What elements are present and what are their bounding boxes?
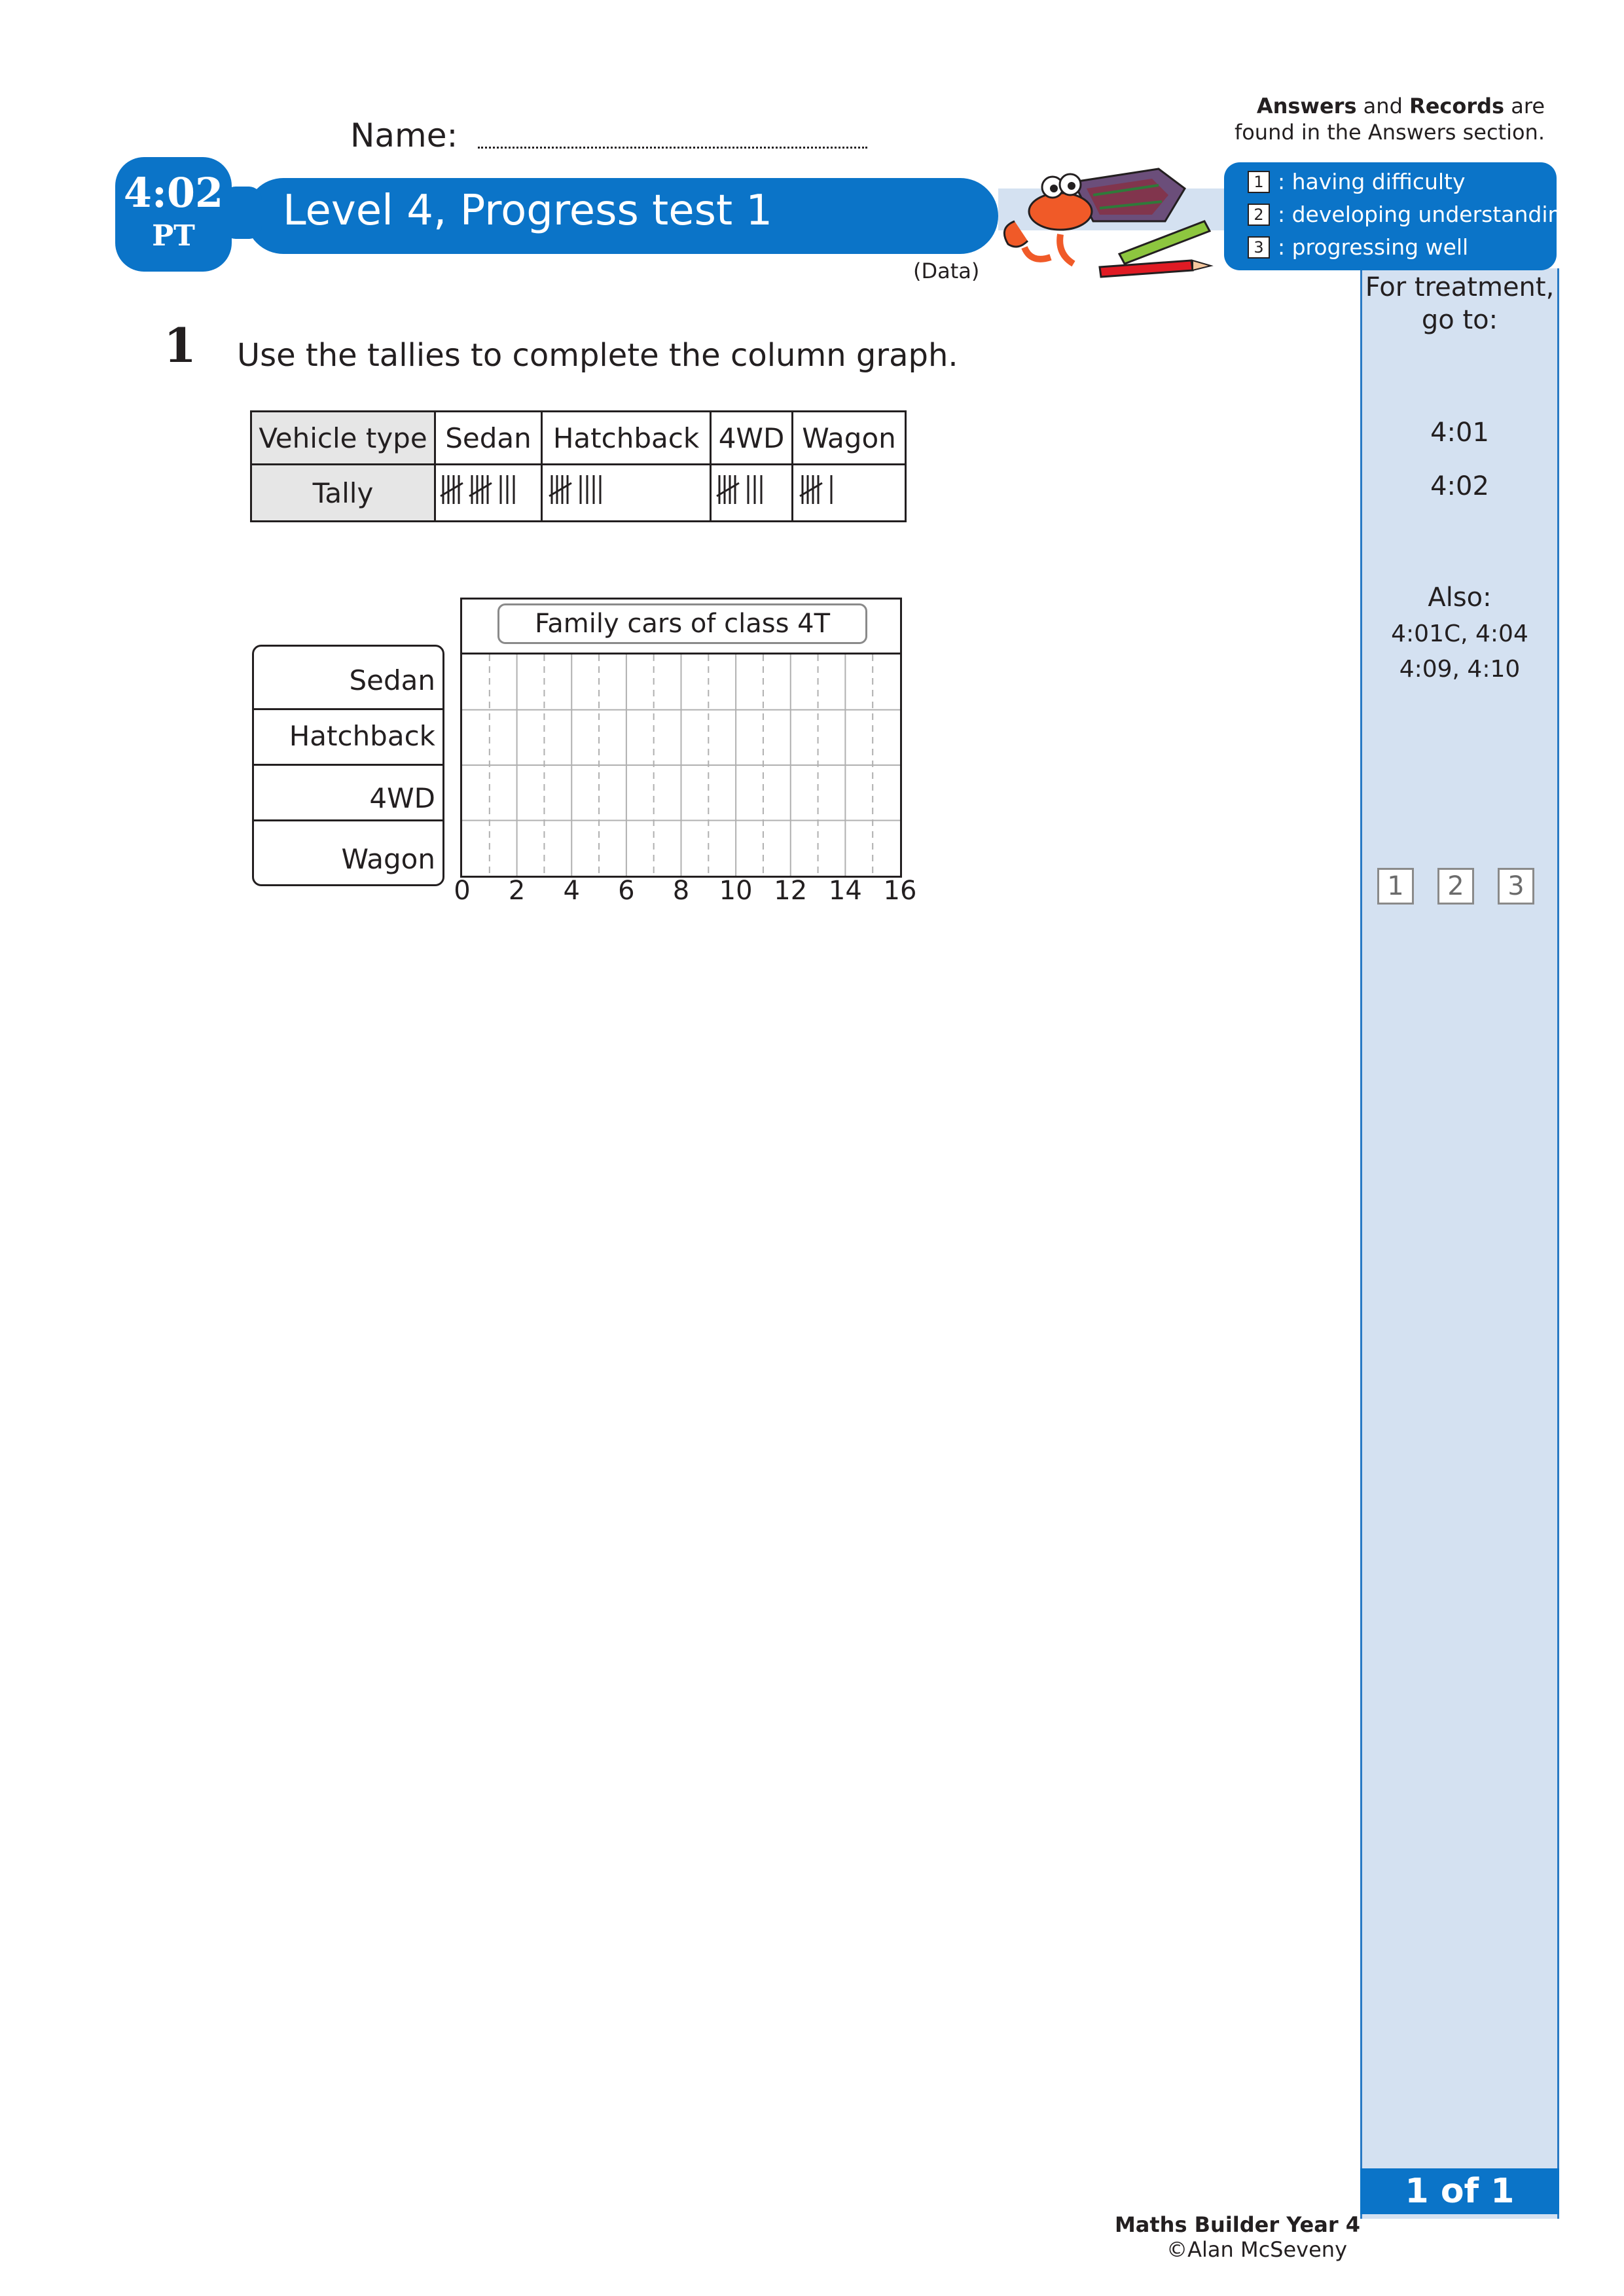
key-label: : having difficulty: [1278, 169, 1466, 194]
x-tick-label: 0: [454, 876, 471, 906]
x-tick-label: 10: [719, 876, 753, 906]
page-subtitle: (Data): [913, 259, 980, 283]
graph-title: Family cars of class 4T: [497, 603, 867, 644]
also-refs-1: 4:01C, 4:04: [1391, 620, 1528, 647]
answers-note: Answers and Records are found in the Answers section.: [1234, 94, 1545, 145]
key-number: 3: [1248, 236, 1270, 259]
column-header: Sedan: [435, 412, 542, 465]
name-label: Name:: [350, 117, 458, 154]
page-title: Level 4, Progress test 1: [283, 187, 773, 235]
tally-cell: [435, 465, 542, 522]
category-label: 4WD: [369, 782, 435, 814]
x-tick-label: 2: [508, 876, 526, 906]
key-row-1: [1248, 169, 1466, 194]
treatment-heading: For treatment, go to:: [1365, 272, 1555, 335]
treatment-ref-1: 4:01: [1430, 418, 1489, 448]
also-refs-2: 4:09, 4:10: [1399, 656, 1521, 683]
name-field[interactable]: [478, 147, 867, 149]
x-tick-label: 14: [828, 876, 862, 906]
column-header: Hatchback: [542, 412, 711, 465]
column-header: Wagon: [793, 412, 906, 465]
rating-box-2[interactable]: 2: [1437, 868, 1474, 905]
tally-cell: [793, 465, 906, 522]
key-row-2: [1248, 202, 1575, 227]
crab-mascot-icon: [988, 149, 1224, 280]
key-row-3: [1248, 234, 1468, 260]
category-divider: [252, 764, 444, 766]
page-count: 1 of 1: [1360, 2168, 1559, 2214]
lesson-code: 4:02: [123, 169, 224, 217]
treatment-sidebar: [1360, 268, 1559, 2219]
tally-marks: [799, 470, 871, 509]
tally-cell: [542, 465, 711, 522]
x-tick-label: 6: [618, 876, 635, 906]
x-tick-label: 16: [883, 876, 917, 906]
key-number: 1: [1248, 171, 1270, 193]
category-label: Sedan: [349, 664, 435, 696]
category-divider: [252, 819, 444, 821]
tally-marks: [439, 470, 537, 509]
key-number: 2: [1248, 204, 1270, 226]
category-label: Hatchback: [289, 720, 435, 752]
x-tick-label: 12: [774, 876, 808, 906]
treatment-ref-2: 4:02: [1430, 471, 1489, 501]
key-label: : progressing well: [1278, 234, 1469, 260]
rating-box-3[interactable]: 3: [1498, 868, 1534, 905]
copyright: ©Alan McSeveny: [1166, 2237, 1347, 2262]
tally-row-label: Tally: [251, 465, 435, 522]
key-label: : developing understanding: [1278, 202, 1576, 227]
tally-marks: [548, 470, 646, 509]
lesson-code-sub: PT: [152, 219, 195, 253]
tally-table: [250, 410, 907, 522]
x-tick-label: 8: [672, 876, 690, 906]
x-tick-label: 4: [563, 876, 580, 906]
rating-box-1[interactable]: 1: [1377, 868, 1414, 905]
also-label: Also:: [1428, 583, 1492, 613]
graph-grid[interactable]: [462, 655, 900, 876]
question-text: Use the tallies to complete the column graph.: [237, 337, 958, 374]
category-divider: [252, 708, 444, 710]
tally-marks: [715, 470, 787, 509]
table-header-label: Vehicle type: [251, 412, 435, 465]
column-header: 4WD: [711, 412, 793, 465]
category-label: Wagon: [341, 843, 435, 875]
tally-cell: [711, 465, 793, 522]
book-title: Maths Builder Year 4: [1114, 2212, 1360, 2237]
question-number: 1: [164, 317, 197, 373]
